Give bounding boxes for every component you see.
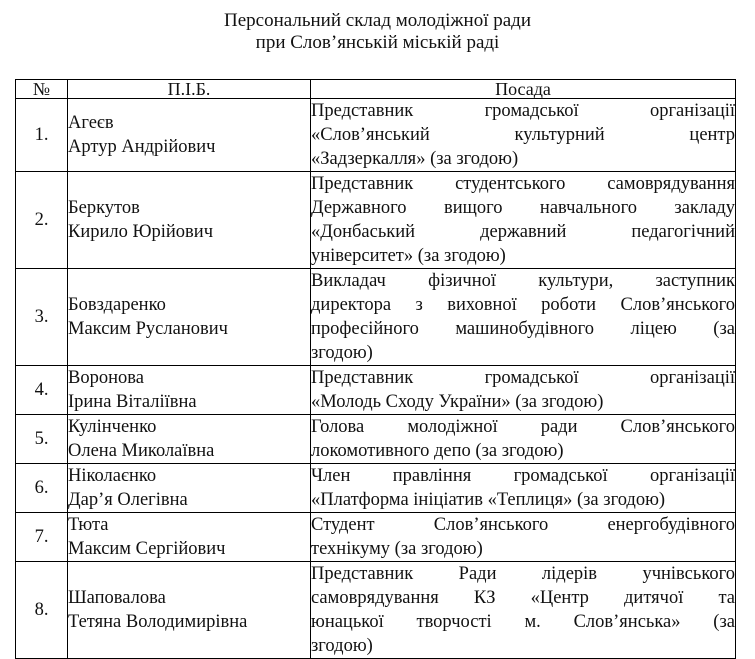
position-text-line: професійного машинобудівного ліцею (за xyxy=(311,319,735,339)
member-given-names: Кирило Юрійович xyxy=(68,222,213,242)
row-number: 5. xyxy=(16,415,68,464)
table-body xyxy=(16,99,736,659)
member-position-cell xyxy=(311,269,736,366)
table-row xyxy=(16,366,736,415)
table-row xyxy=(16,269,736,366)
position-text-line: Викладач фізичної культури, заступник xyxy=(311,271,735,291)
position-text-line: «Слов’янський культурний центр xyxy=(311,125,735,145)
row-number: 8. xyxy=(16,562,68,659)
table-header-row xyxy=(16,80,736,99)
row-number: 3. xyxy=(16,269,68,366)
title-line-2: при Слов’янській міській раді xyxy=(255,32,500,53)
member-name-cell xyxy=(68,415,311,464)
position-text-line: юнацької творчості м. Слов’янська» (за xyxy=(311,612,735,632)
table-row xyxy=(16,99,736,172)
position-text-line: технікуму (за згодою) xyxy=(311,539,483,559)
row-number: 7. xyxy=(16,513,68,562)
member-position-cell xyxy=(311,464,736,513)
header-full-name: П.І.Б. xyxy=(68,80,311,99)
member-surname: Ніколаєнко xyxy=(68,466,157,486)
position-text-line: директора з виховної роботи Слов’янського xyxy=(311,295,735,315)
member-surname: Тюта xyxy=(68,515,109,535)
position-text-line: «Молодь Сходу України» (за згодою) xyxy=(311,392,604,412)
member-position-cell xyxy=(311,562,736,659)
position-text-line: університет» (за згодою) xyxy=(311,246,506,266)
member-given-names: Артур Андрійович xyxy=(68,137,216,157)
member-given-names: Тетяна Володимирівна xyxy=(68,612,248,632)
member-surname: Бовздаренко xyxy=(68,295,166,315)
member-name-cell xyxy=(68,366,311,415)
member-given-names: Дар’я Олегівна xyxy=(68,490,188,510)
member-name-cell xyxy=(68,269,311,366)
position-text-line: «Донбаський державний педагогічний xyxy=(311,222,735,242)
position-text-line: локомотивного депо (за згодою) xyxy=(311,441,564,461)
position-text-line: Представник громадської організації xyxy=(311,101,735,121)
member-name-cell xyxy=(68,562,311,659)
member-name-cell xyxy=(68,172,311,269)
position-text-line: Представник громадської організації xyxy=(311,368,735,388)
member-given-names: Олена Миколаївна xyxy=(68,441,215,461)
member-surname: Агеєв xyxy=(68,113,114,133)
member-position-cell xyxy=(311,513,736,562)
members-table xyxy=(15,79,736,659)
header-number: № xyxy=(16,80,68,99)
row-number: 2. xyxy=(16,172,68,269)
member-position-cell xyxy=(311,415,736,464)
member-position-cell xyxy=(311,99,736,172)
position-text-line: Член правління громадської організації xyxy=(311,466,735,486)
table-row xyxy=(16,562,736,659)
position-text-line: згодою) xyxy=(311,343,373,363)
table-row xyxy=(16,464,736,513)
position-text-line: згодою) xyxy=(311,636,373,656)
member-surname: Беркутов xyxy=(68,198,140,218)
table-row xyxy=(16,415,736,464)
member-name-cell xyxy=(68,99,311,172)
member-surname: Воронова xyxy=(68,368,144,388)
member-position-cell xyxy=(311,366,736,415)
member-surname: Кулінченко xyxy=(68,417,157,437)
position-text-line: Державного вищого навчального закладу xyxy=(311,198,735,218)
document-title xyxy=(0,10,755,54)
member-position-cell xyxy=(311,172,736,269)
table-row xyxy=(16,172,736,269)
position-text-line: «Задзеркалля» (за згодою) xyxy=(311,149,519,169)
header-position: Посада xyxy=(311,80,736,99)
member-given-names: Ірина Віталіївна xyxy=(68,392,197,412)
member-given-names: Максим Сергійович xyxy=(68,539,226,559)
member-given-names: Максим Русланович xyxy=(68,319,228,339)
position-text-line: Студент Слов’янського енергобудівного xyxy=(311,515,735,535)
row-number: 1. xyxy=(16,99,68,172)
title-line-1: Персональний склад молодіжної ради xyxy=(224,10,531,31)
member-name-cell xyxy=(68,464,311,513)
table-row xyxy=(16,513,736,562)
position-text-line: Голова молодіжної ради Слов’янського xyxy=(311,417,735,437)
member-surname: Шаповалова xyxy=(68,588,166,608)
position-text-line: Представник Ради лідерів учнівського xyxy=(311,564,735,584)
row-number: 6. xyxy=(16,464,68,513)
position-text-line: Представник студентського самоврядування xyxy=(311,174,735,194)
position-text-line: самоврядування КЗ «Центр дитячої та xyxy=(311,588,735,608)
row-number: 4. xyxy=(16,366,68,415)
position-text-line: «Платформа ініціатив «Теплиця» (за згодою) xyxy=(311,490,666,510)
member-name-cell xyxy=(68,513,311,562)
